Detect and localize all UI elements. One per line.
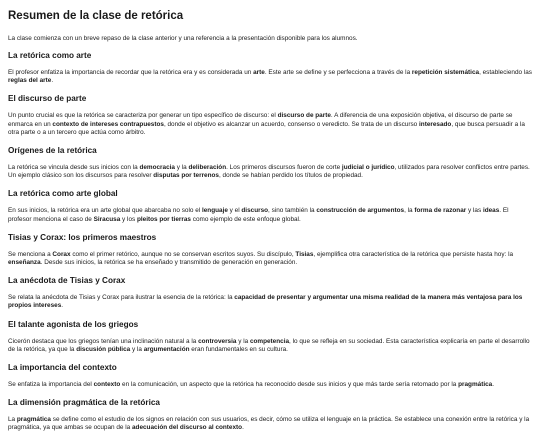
emphasis-term: forma de razonar — [414, 207, 467, 215]
emphasis-term: discurso de parte — [277, 112, 331, 120]
intro-paragraph: La clase comienza con un breve repaso de la clase anterior y una referencia a la presentación disponible para los alumnos. — [8, 35, 358, 42]
emphasis-term: democracia — [139, 164, 175, 172]
emphasis-term: controversia — [198, 337, 237, 345]
section-paragraph: La pragmática se define como el estudio de los signos en relación con sus usuarios, es decir, cómo se utiliza el lenguaje en la práctica. Se establece una conexión entre la retórica y la pragmática, ya que ambas se ocupan de la adecuación del discurso al contexto. — [8, 416, 530, 432]
emphasis-term: enseñanza — [8, 259, 41, 267]
section-paragraph: Se menciona a Corax como el primer retórico, aunque no se conservan escritos suyos. Su discípulo, Tisias, ejemplifica otra característica de la retórica que persiste hasta hoy: la enseñanza. Desde sus inicios, la retórica se ha enseñado y transmitido de generación en generación. — [8, 250, 514, 267]
section-paragraph: La retórica se vincula desde sus inicios con la democracia y la deliberación. Los primeros discursos fueron de corte judicial o jurídico, utilizados para resolver conflictos entre partes. Un ejemplo clásico son los discursos para resolver disputas por terrenos, donde se habían perdido los títulos de propiedad. — [8, 164, 530, 180]
section-talante-agonista — [8, 320, 532, 354]
emphasis-term: reglas del arte — [8, 77, 52, 85]
section-tisias-corax — [8, 233, 532, 267]
page-title: Resumen de la clase de retórica — [8, 10, 184, 22]
emphasis-term: capacidad de presentar y argumentar una misma realidad de la manera más ventajosa para los propios intereses — [8, 294, 523, 310]
emphasis-term: ideas — [482, 207, 500, 215]
section-paragraph: Se relata la anécdota de Tisias y Corax para ilustrar la esencia de la retórica: la capacidad de presentar y argumentar una misma realidad de la manera más ventajosa para los propios intereses. — [8, 294, 523, 310]
emphasis-term: pleitos por tierras — [136, 215, 191, 223]
section-paragraph: Cicerón destaca que los griegos tenían una inclinación natural a la controversia y la competencia, lo que se refleja en su sociedad. Esta característica explicaría en parte el desarrollo de la retórica, ya que la discusión pública y la argumentación eran fundamentales en su cultura. — [8, 337, 530, 353]
emphasis-term: contexto — [93, 381, 121, 389]
section-heading: La retórica como arte global — [8, 189, 118, 199]
section-paragraph: El profesor enfatiza la importancia de recordar que la retórica era y es considerada un arte. Este arte se define y se perfecciona a través de la repetición sistemática, estableciendo las reglas del arte. — [8, 69, 532, 85]
section-heading: El discurso de parte — [8, 94, 87, 104]
emphasis-term: deliberación — [188, 164, 227, 172]
emphasis-term: Corax — [52, 250, 71, 258]
section-origenes — [8, 146, 532, 180]
emphasis-term: interesado — [419, 120, 452, 128]
section-heading: Tisias y Corax: los primeros maestros — [8, 232, 157, 242]
section-paragraph: Se enfatiza la importancia del contexto en la comunicación, un aspecto que la retórica ha reconocido desde sus inicios y que más tarde sería retomado por la pragmática. — [8, 381, 494, 389]
emphasis-term: discusión pública — [76, 345, 131, 353]
section-pragmatica — [8, 398, 532, 432]
section-discurso-de-parte — [8, 94, 532, 137]
emphasis-term: construcción de argumentos — [316, 207, 405, 215]
section-heading: La dimensión pragmática de la retórica — [8, 398, 160, 408]
section-arte — [8, 51, 532, 85]
emphasis-term: contexto de intereses contrapuestos — [52, 120, 164, 128]
emphasis-term: argumentación — [143, 345, 190, 353]
section-heading: La importancia del contexto — [8, 363, 117, 373]
emphasis-term: pragmática — [458, 381, 493, 389]
section-heading: La anécdota de Tisias y Corax — [8, 276, 126, 286]
emphasis-term: Siracusa — [93, 215, 121, 223]
section-heading: El talante agonista de los griegos — [8, 319, 139, 329]
emphasis-term: lenguaje — [201, 207, 228, 215]
section-paragraph: En sus inicios, la retórica era un arte global que abarcaba no solo el lenguaje y el discurso, sino también la construcción de argumentos, la forma de razonar y las ideas. El profesor menciona el caso de Siracusa y los pleitos por tierras como ejemplo de este enfoque global. — [8, 207, 509, 223]
section-anecdota — [8, 276, 532, 310]
section-paragraph: Un punto crucial es que la retórica se caracteriza por generar un tipo específico de discurso: el discurso de parte. A diferencia de una exposición objetiva, el discurso de parte se enmarca en un contexto de intereses contrapuestos, donde el objetivo es alcanzar un acuerdo, consenso o veredicto. Se trata de un discurso interesado, que busca persuadir a la otra parte o a un tercero que actúa como árbitro. — [8, 112, 525, 136]
emphasis-term: Tisias — [295, 250, 314, 258]
emphasis-term: discurso — [241, 207, 269, 215]
emphasis-term: repetición sistemática — [411, 69, 480, 76]
emphasis-term: adecuación del discurso al contexto — [131, 424, 243, 432]
section-heading: Orígenes de la retórica — [8, 146, 97, 156]
emphasis-term: pragmática — [16, 416, 51, 424]
emphasis-term: judicial o jurídico — [341, 164, 395, 172]
emphasis-term: competencia — [249, 337, 290, 345]
emphasis-term: arte — [253, 69, 265, 76]
section-heading: La retórica como arte — [8, 51, 92, 60]
section-contexto — [8, 363, 532, 389]
emphasis-term: disputas por terrenos — [153, 172, 219, 180]
section-arte-global — [8, 189, 532, 223]
